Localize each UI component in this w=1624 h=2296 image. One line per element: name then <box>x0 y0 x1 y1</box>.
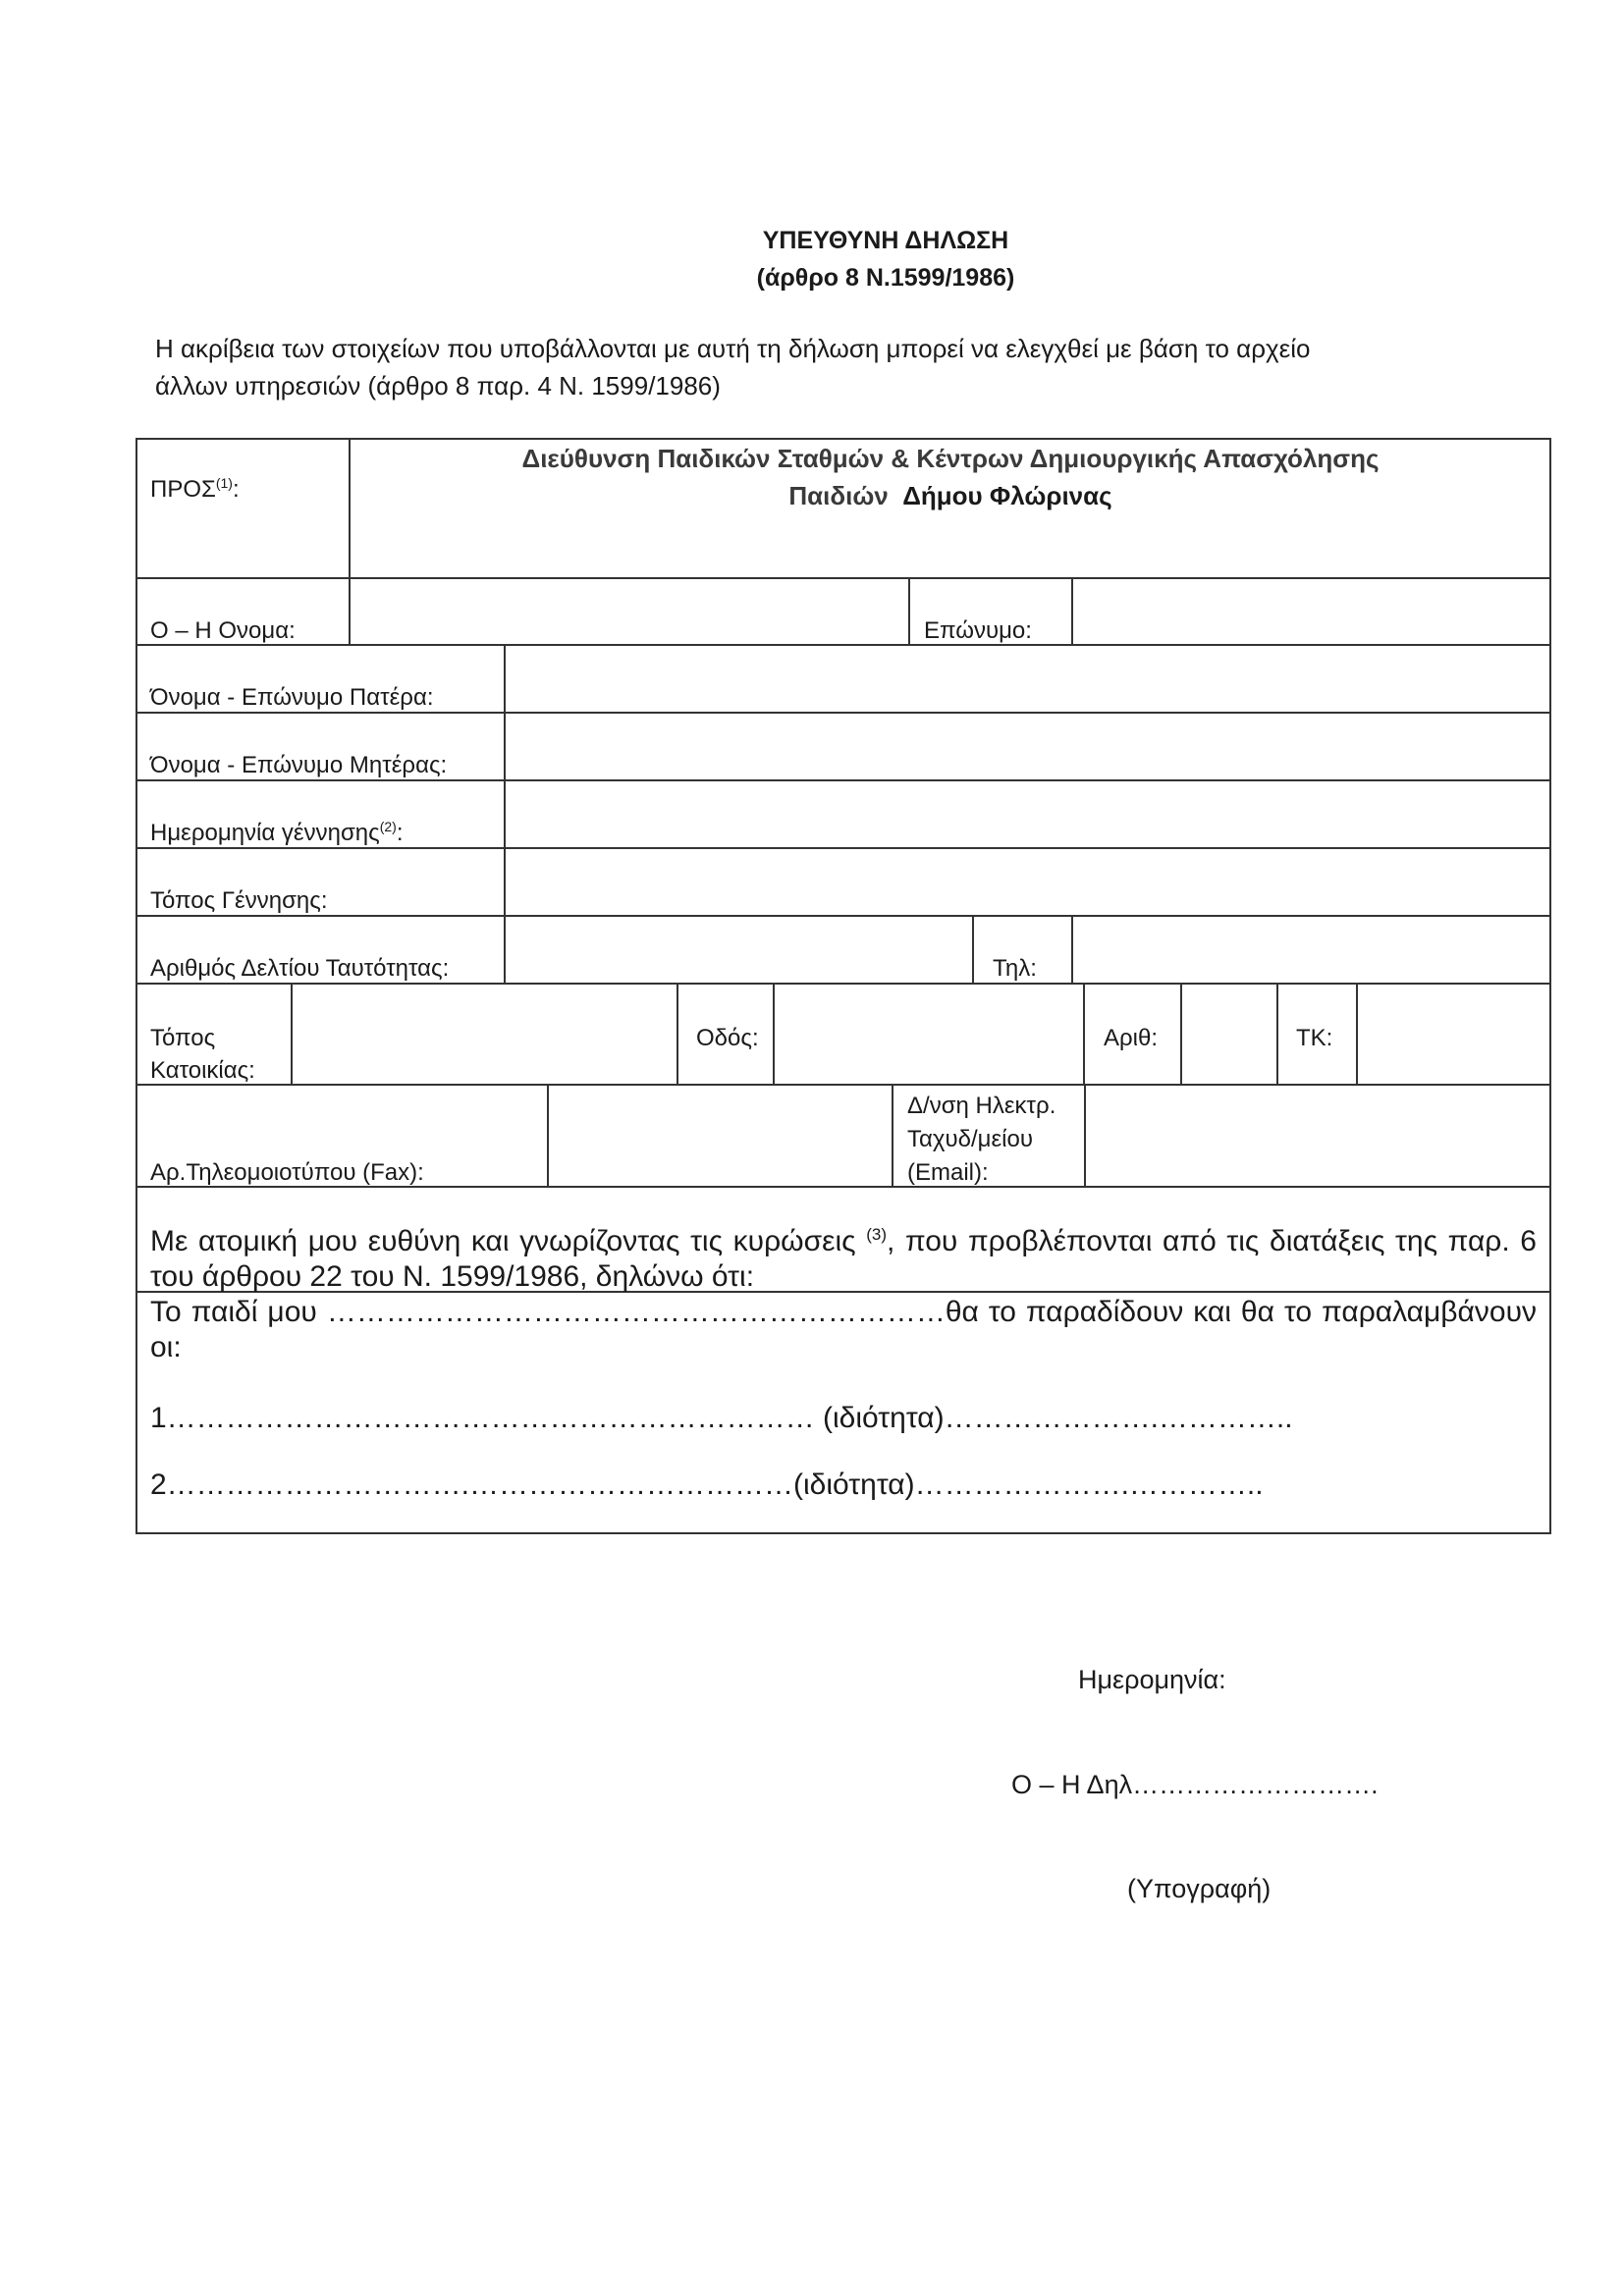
mother-name-field[interactable] <box>506 714 1549 778</box>
recipient-name <box>352 440 1549 514</box>
intro-paragraph <box>155 330 1471 404</box>
residence-label-line-1: Τόπος <box>150 1025 216 1051</box>
declaration-body: Το παιδί μου ………………………………………………………θα το παραδίδουν και θα το παραλαμβάνουν οι: <box>150 1296 1537 1363</box>
footnote-3-marker: (3) <box>866 1225 887 1244</box>
first-name-label: Ο – Η Ονομα: <box>150 617 296 644</box>
date-label: Ημερομηνία: <box>1078 1665 1226 1694</box>
footnote-1-marker: (1) <box>215 475 233 491</box>
email-field[interactable] <box>1086 1086 1549 1185</box>
street-number-label: Αριθ: <box>1104 1025 1159 1051</box>
father-name-field[interactable] <box>506 646 1549 711</box>
municipality-name: Δήμου Φλώρινας <box>902 481 1112 510</box>
intro-line-1: Η ακρίβεια των στοιχείων που υποβάλλονται με αυτή τη δήλωση μπορεί να ελεγχθεί με βάση το αρχείο <box>155 334 1311 363</box>
recipient-label: ΠΡΟΣ$^{(1)}$: <box>150 475 240 503</box>
fax-label: Αρ.Τηλεομοιοτύπου (Fax): <box>150 1159 424 1186</box>
title-line-2: (άρθρο 8 Ν.1599/1986) <box>756 264 1015 292</box>
surname-label: Επώνυμο: <box>924 617 1032 644</box>
footnote-2-marker: (2) <box>379 819 397 834</box>
fax-field[interactable] <box>549 1086 890 1185</box>
declarant-line: Ο – Η Δηλ………………………. <box>1011 1770 1379 1799</box>
zip-code-field[interactable] <box>1358 985 1549 1083</box>
surname-field[interactable] <box>1073 579 1549 643</box>
id-number-label: Αριθμός Δελτίου Ταυτότητας: <box>150 955 450 982</box>
zip-code-label: ΤΚ: <box>1296 1025 1333 1051</box>
residence-label-line-2: Κατοικίας: <box>150 1057 255 1084</box>
phone-label: Τηλ: <box>993 955 1037 982</box>
recipient-line-1: Διεύθυνση Παιδικών Σταθμών & Κέντρων Δημιουργικής Απασχόλησης <box>521 444 1380 473</box>
email-label-line-2: Ταχυδ/μείου <box>907 1126 1033 1152</box>
first-name-field[interactable] <box>351 579 906 643</box>
signature-label: (Υπογραφή) <box>1127 1874 1272 1903</box>
birthdate-label: Ημερομηνία γέννησης$^{(2)}$: <box>150 819 404 846</box>
declaration-intro: Με ατομική μου ευθύνη και γνωρίζοντας τις κυρώσεις $^{(3)}$, που προβλέπονται από τις διατάξεις της παρ. 6 του άρθρου 22 του Ν. 1599/1986, δηλώνω ότι: <box>150 1225 1537 1293</box>
recipient-line-2: Παιδιών Δήμου Φλώρινας <box>788 481 1112 510</box>
phone-field[interactable] <box>1073 917 1549 982</box>
intro-line-2: άλλων υπηρεσιών (άρθρο 8 παρ. 4 Ν. 1599/1986) <box>155 371 721 400</box>
birthdate-field[interactable] <box>506 781 1549 846</box>
residence-field[interactable] <box>293 985 675 1083</box>
father-name-label: Όνομα - Επώνυμο Πατέρα: <box>150 684 434 711</box>
id-number-field[interactable] <box>506 917 970 982</box>
birthplace-field[interactable] <box>506 849 1549 914</box>
email-label-line-3: (Email): <box>907 1159 989 1186</box>
title-line-1: ΥΠΕΥΘΥΝΗ ΔΗΛΩΣΗ <box>762 227 1009 254</box>
document-title <box>0 222 1624 296</box>
street-number-field[interactable] <box>1182 985 1274 1083</box>
birthplace-label: Τόπος Γέννησης: <box>150 887 328 914</box>
authorized-person-1: 1………………………………………………………… (ιδιότητα)………………….………….. <box>150 1402 1293 1434</box>
street-field[interactable] <box>775 985 1081 1083</box>
email-label-line-1: Δ/νση Ηλεκτρ. <box>907 1093 1056 1119</box>
street-label: Οδός: <box>696 1025 759 1051</box>
authorized-person-2: 2………………………….……………………………(ιδιότητα)………………….………….. <box>150 1468 1264 1501</box>
mother-name-label: Όνομα - Επώνυμο Μητέρας: <box>150 752 448 778</box>
